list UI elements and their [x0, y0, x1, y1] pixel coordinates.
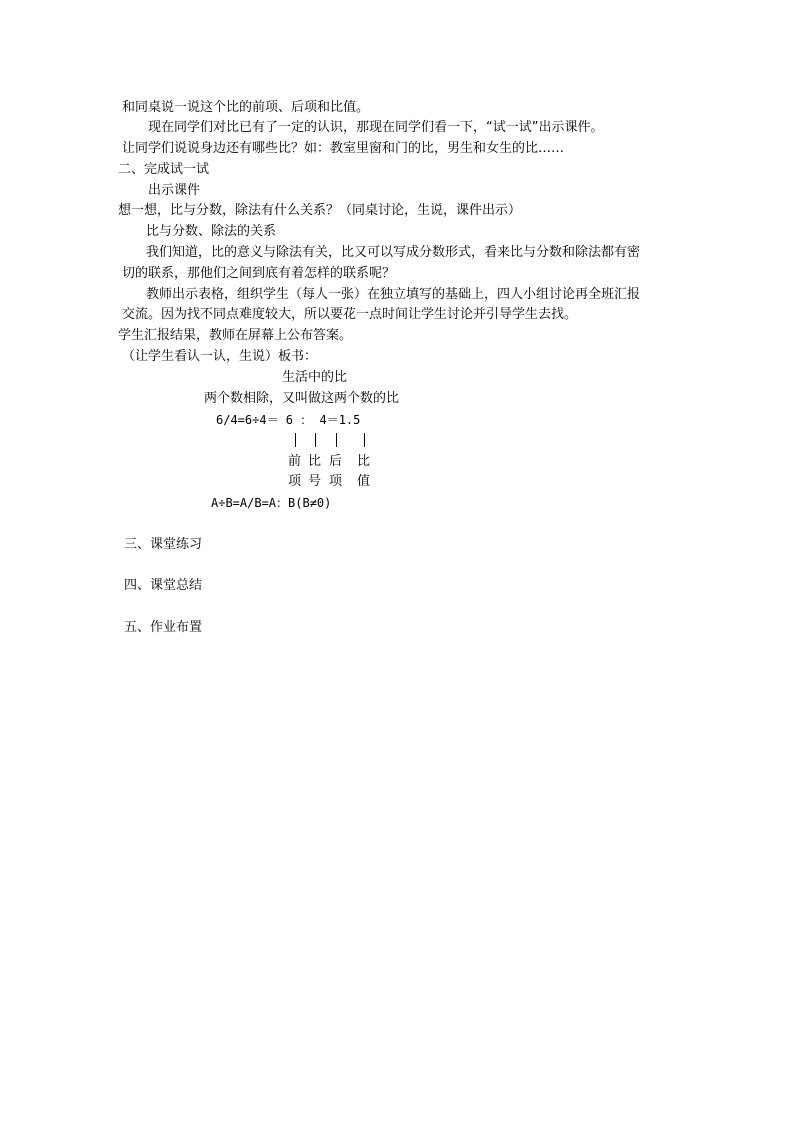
board-definition: 两个数相除，又叫做这两个数的比	[204, 391, 400, 406]
section-5-heading: 五、作业布置	[124, 620, 203, 635]
section-4-heading: 四、课堂总结	[124, 578, 203, 593]
label-top-4: 比	[357, 454, 371, 469]
board-formula: A÷B=A/B=A：B(B≠0)	[211, 496, 332, 510]
bar-antecedent	[295, 433, 296, 447]
line-8: 我们知道，比的意义与除法有关，比又可以写成分数形式，看来比与分数和除法都有密	[146, 245, 641, 260]
label-bottom-3: 项	[329, 474, 343, 489]
line-13: （让学生看认一认，生说）板书：	[122, 349, 318, 364]
line-11: 交流。因为找不同点难度较大，所以要花一点时间让学生讨论并引导学生去找。	[122, 307, 578, 322]
label-bottom-1: 项	[288, 474, 302, 489]
board-equation: 6/4=6÷4＝ 6 ： 4＝1.5	[216, 413, 361, 427]
section-2-heading: 二、完成试一试	[118, 162, 210, 177]
line-6: 想一想，比与分数，除法有什么关系？（同桌讨论，生说，课件出示）	[118, 203, 522, 218]
label-bottom-4: 值	[357, 474, 371, 489]
bar-ratio-sign	[315, 433, 316, 447]
label-top-3: 后	[329, 454, 343, 469]
section-3-heading: 三、课堂练习	[124, 537, 203, 552]
line-10: 教师出示表格，组织学生（每人一张）在独立填写的基础上，四人小组讨论再全班汇报	[146, 287, 641, 302]
line-2: 现在同学们对比已有了一定的认识，那现在同学们看一下，“试一试”出示课件。	[148, 120, 604, 135]
line-1: 和同桌说一说这个比的前项、后项和比值。	[122, 100, 370, 115]
line-5: 出示课件	[148, 183, 201, 198]
bar-consequent	[336, 433, 337, 447]
board-title: 生活中的比	[282, 370, 348, 385]
label-top-1: 前	[288, 454, 302, 469]
label-bottom-2: 号	[308, 474, 322, 489]
line-9: 切的联系，那他们之间到底有着怎样的联系呢？	[122, 266, 396, 281]
bar-ratio-value	[364, 433, 365, 447]
line-12: 学生汇报结果，教师在屏幕上公布答案。	[118, 328, 353, 343]
label-top-2: 比	[308, 454, 322, 469]
line-7: 比与分数、除法的关系	[146, 224, 277, 239]
line-3: 让同学们说说身边还有哪些比？如：教室里窗和门的比，男生和女生的比……	[122, 141, 565, 156]
